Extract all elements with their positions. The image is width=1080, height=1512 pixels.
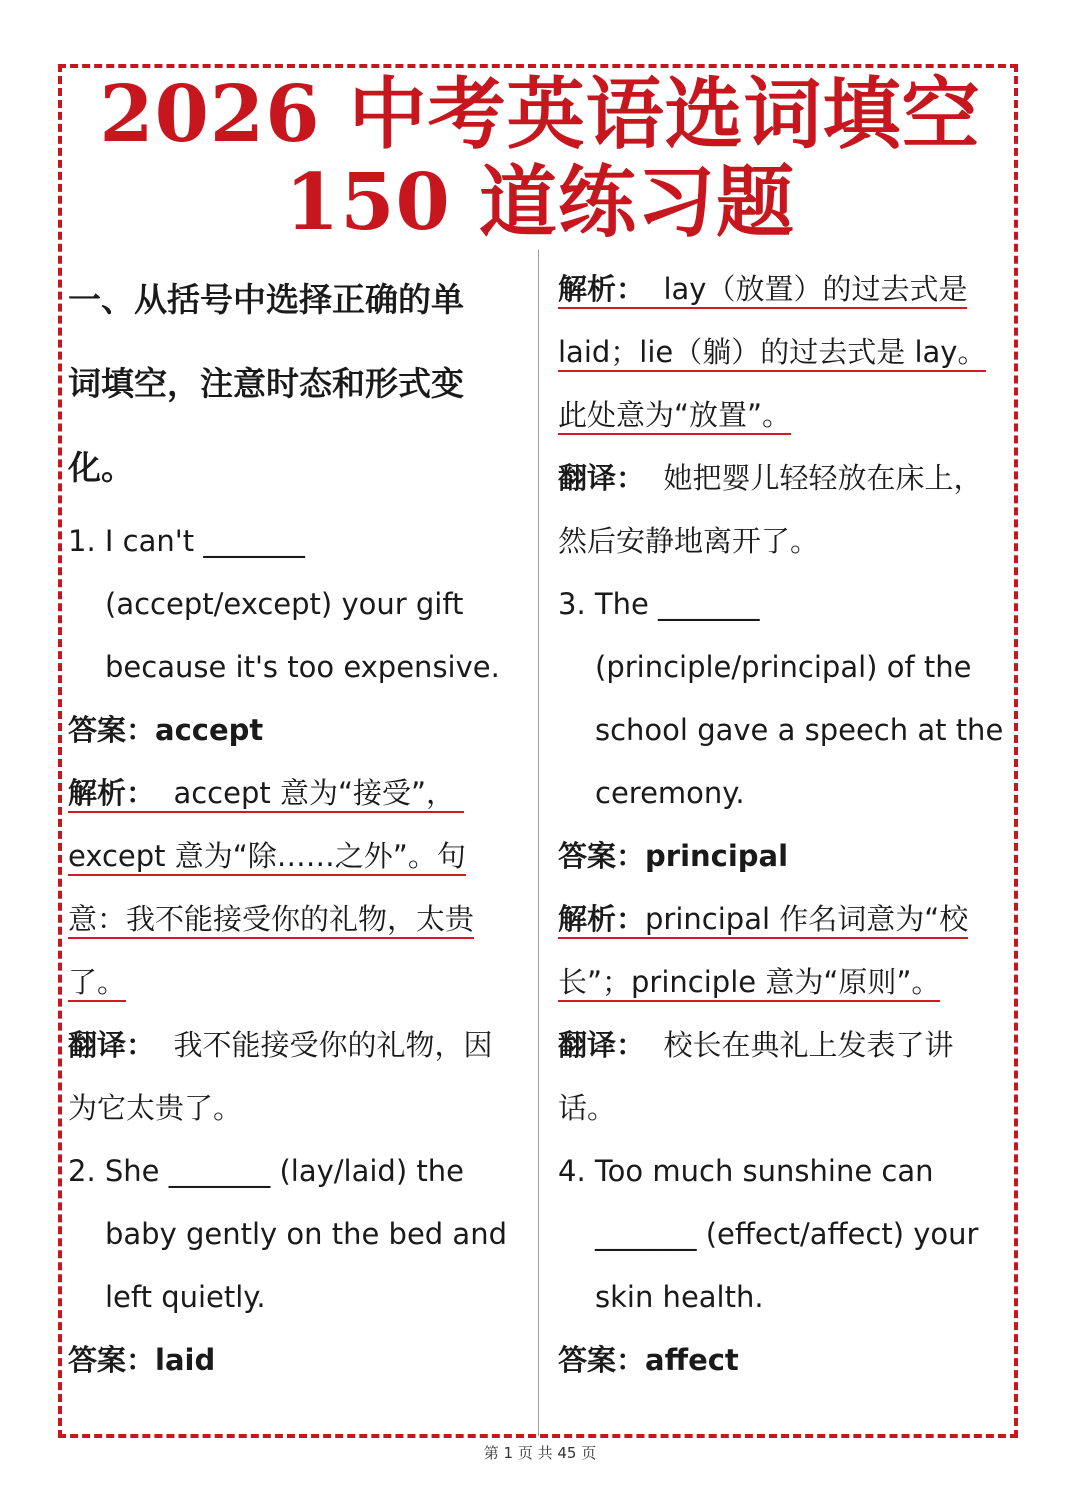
section-heading: 一、从括号中选择正确的单 [68,280,464,319]
question-4-answer [558,1329,1014,1392]
translation-label: 翻译： [68,1028,156,1062]
question-1-answer [68,699,526,762]
question-2-text: baby gently on the bed and [105,1217,507,1251]
question-1-translation [68,1014,526,1077]
question-4-text: skin health. [595,1280,764,1314]
question-2-analysis [558,258,1014,321]
question-3-analysis [558,888,1014,951]
analysis-text: 意：我不能接受你的礼物，太贵 [68,901,474,939]
analysis-label: 解析： [558,272,646,306]
question-3-text: 3. The _______ [558,587,760,621]
section-heading: 化。 [68,448,134,487]
translation-text: 话。 [558,1091,617,1125]
analysis-text: principal 作名词意为“校 [645,902,969,936]
answer-label: 答案： [558,839,646,873]
question-2-translation [558,447,1014,510]
question-3-text: ceremony. [595,776,745,810]
question-4-text: _______ (effect/affect) your [595,1217,979,1251]
answer-value: laid [155,1343,216,1377]
analysis-text: accept 意为“接受”， [173,776,455,810]
analysis-text: 长”；principle 意为“原则”。 [558,964,940,1002]
question-2-text: left quietly. [105,1280,266,1314]
question-1-analysis [68,762,526,825]
analysis-text: 了。 [68,964,126,1002]
answer-label: 答案： [68,1343,156,1377]
translation-label: 翻译： [558,1028,646,1062]
page-footer: 第 1 页 共 45 页 [483,1444,597,1462]
translation-text: 为它太贵了。 [68,1091,243,1125]
page-title-line2: 150 道练习题 [285,157,795,248]
column-divider [538,250,539,1436]
analysis-label: 解析： [558,902,646,936]
question-3-answer [558,825,1014,888]
question-1-text: 1. I can't _______ [68,524,305,558]
question-3-text: (principle/principal) of the [595,650,972,684]
answer-label: 答案： [68,713,156,747]
translation-text: 我不能接受你的礼物，因 [173,1028,493,1062]
translation-text: 校长在典礼上发表了讲 [663,1028,954,1062]
left-column [68,258,526,1392]
question-4-text: 4. Too much sunshine can [558,1154,934,1188]
question-2-text: 2. She _______ (lay/laid) the [68,1154,464,1188]
answer-value: affect [645,1343,739,1377]
question-2-answer [68,1329,526,1392]
answer-label: 答案： [558,1343,646,1377]
page-title-line1: 2026 中考英语选词填空 [99,69,981,160]
right-column [558,258,1014,1392]
translation-text: 然后安静地离开了。 [558,524,820,558]
analysis-text: 此处意为“放置”。 [558,397,791,435]
question-3-translation [558,1014,1014,1077]
question-3-text: school gave a speech at the [595,713,1004,747]
translation-label: 翻译： [558,461,646,495]
section-heading: 词填空，注意时态和形式变 [68,364,464,403]
translation-text: 她把婴儿轻轻放在床上， [663,461,983,495]
answer-value: principal [645,839,789,873]
question-1-text: (accept/except) your gift [105,587,464,621]
answer-value: accept [155,713,264,747]
analysis-text: except 意为“除……之外”。句 [68,838,466,876]
analysis-label: 解析： [68,776,156,810]
question-1-text: because it's too expensive. [105,650,500,684]
analysis-text: lay（放置）的过去式是 [663,272,968,306]
analysis-text: laid；lie（躺）的过去式是 lay。 [558,334,986,372]
